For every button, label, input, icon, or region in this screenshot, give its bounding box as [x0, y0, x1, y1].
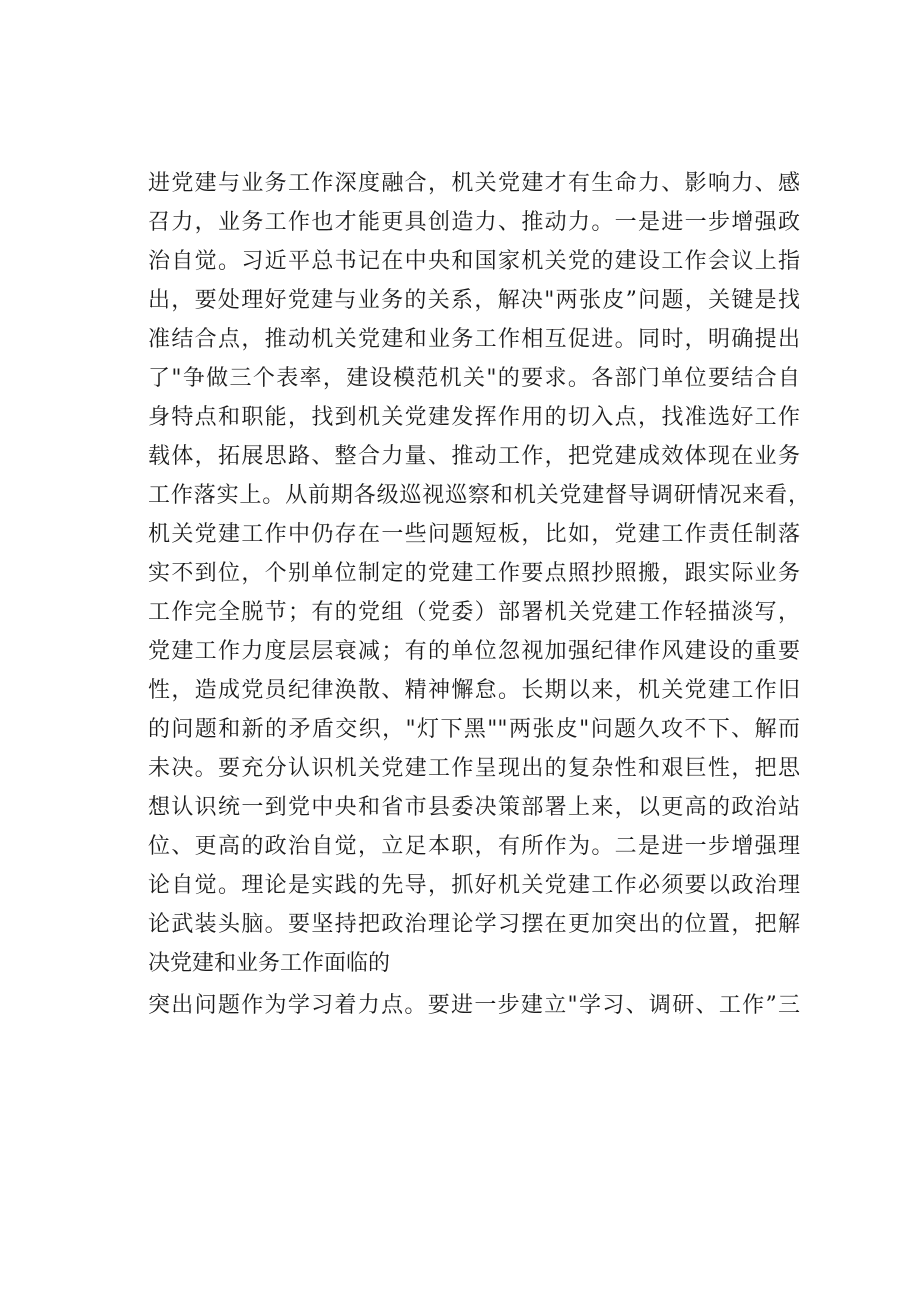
text-line: 论自觉。理论是实践的先导，抓好机关党建工作必须要以政治理: [148, 873, 800, 898]
text-line: 召力，业务工作也才能更具创造力、推动力。一是进一步增强政: [148, 210, 800, 235]
text-line: 载体，拓展思路、整合力量、推动工作，把党建成效体现在业务: [148, 444, 800, 469]
text-line: 身特点和职能，找到机关党建发挥作用的切入点，找准选好工作: [148, 405, 800, 430]
text-line: 未决。要充分认识机关党建工作呈现出的复杂性和艰巨性，把思: [148, 756, 800, 781]
text-line: 性，造成党员纪律涣散、精神懈怠。长期以来，机关党建工作旧: [148, 678, 800, 703]
body-paragraph: [148, 164, 810, 983]
text-line: 决党建和业务工作面临的: [148, 951, 391, 976]
text-line: 工作落实上。从前期各级巡视巡察和机关党建督导调研情况来看，: [148, 483, 810, 508]
text-line: 位、更高的政治自觉，立足本职，有所作为。二是进一步增强理: [148, 834, 800, 859]
text-line: 想认识统一到党中央和省市县委决策部署上来，以更高的政治站: [148, 795, 800, 820]
text-line: 突出问题作为学习着力点。要进一步建立"学习、调研、工作”三: [148, 993, 800, 1018]
text-line: 的问题和新的矛盾交织，"灯下黑""两张皮"问题久攻不下、解而: [148, 717, 800, 742]
text-line: 党建工作力度层层衰减；有的单位忽视加强纪律作风建设的重要: [148, 639, 800, 664]
text-line: 机关党建工作中仍存在一些问题短板，比如，党建工作责任制落: [148, 522, 800, 547]
continuation-paragraph: [148, 986, 800, 1025]
text-line: 实不到位，个别单位制定的党建工作要点照抄照搬，跟实际业务: [148, 561, 800, 586]
text-line: 治自觉。习近平总书记在中央和国家机关党的建设工作会议上指: [148, 249, 800, 274]
text-line: 进党建与业务工作深度融合，机关党建才有生命力、影响力、感: [148, 171, 800, 196]
text-line: 工作完全脱节；有的党组（党委）部署机关党建工作轻描淡写，: [148, 600, 800, 625]
text-line: 出，要处理好党建与业务的关系，解决"两张皮”问题，关键是找: [148, 288, 800, 313]
text-line: 了"争做三个表率，建设模范机关"的要求。各部门单位要结合自: [148, 366, 800, 391]
text-line: 论武装头脑。要坚持把政治理论学习摆在更加突出的位置，把解: [148, 912, 800, 937]
text-line: 准结合点，推动机关党建和业务工作相互促进。同时，明确提出: [148, 327, 800, 352]
